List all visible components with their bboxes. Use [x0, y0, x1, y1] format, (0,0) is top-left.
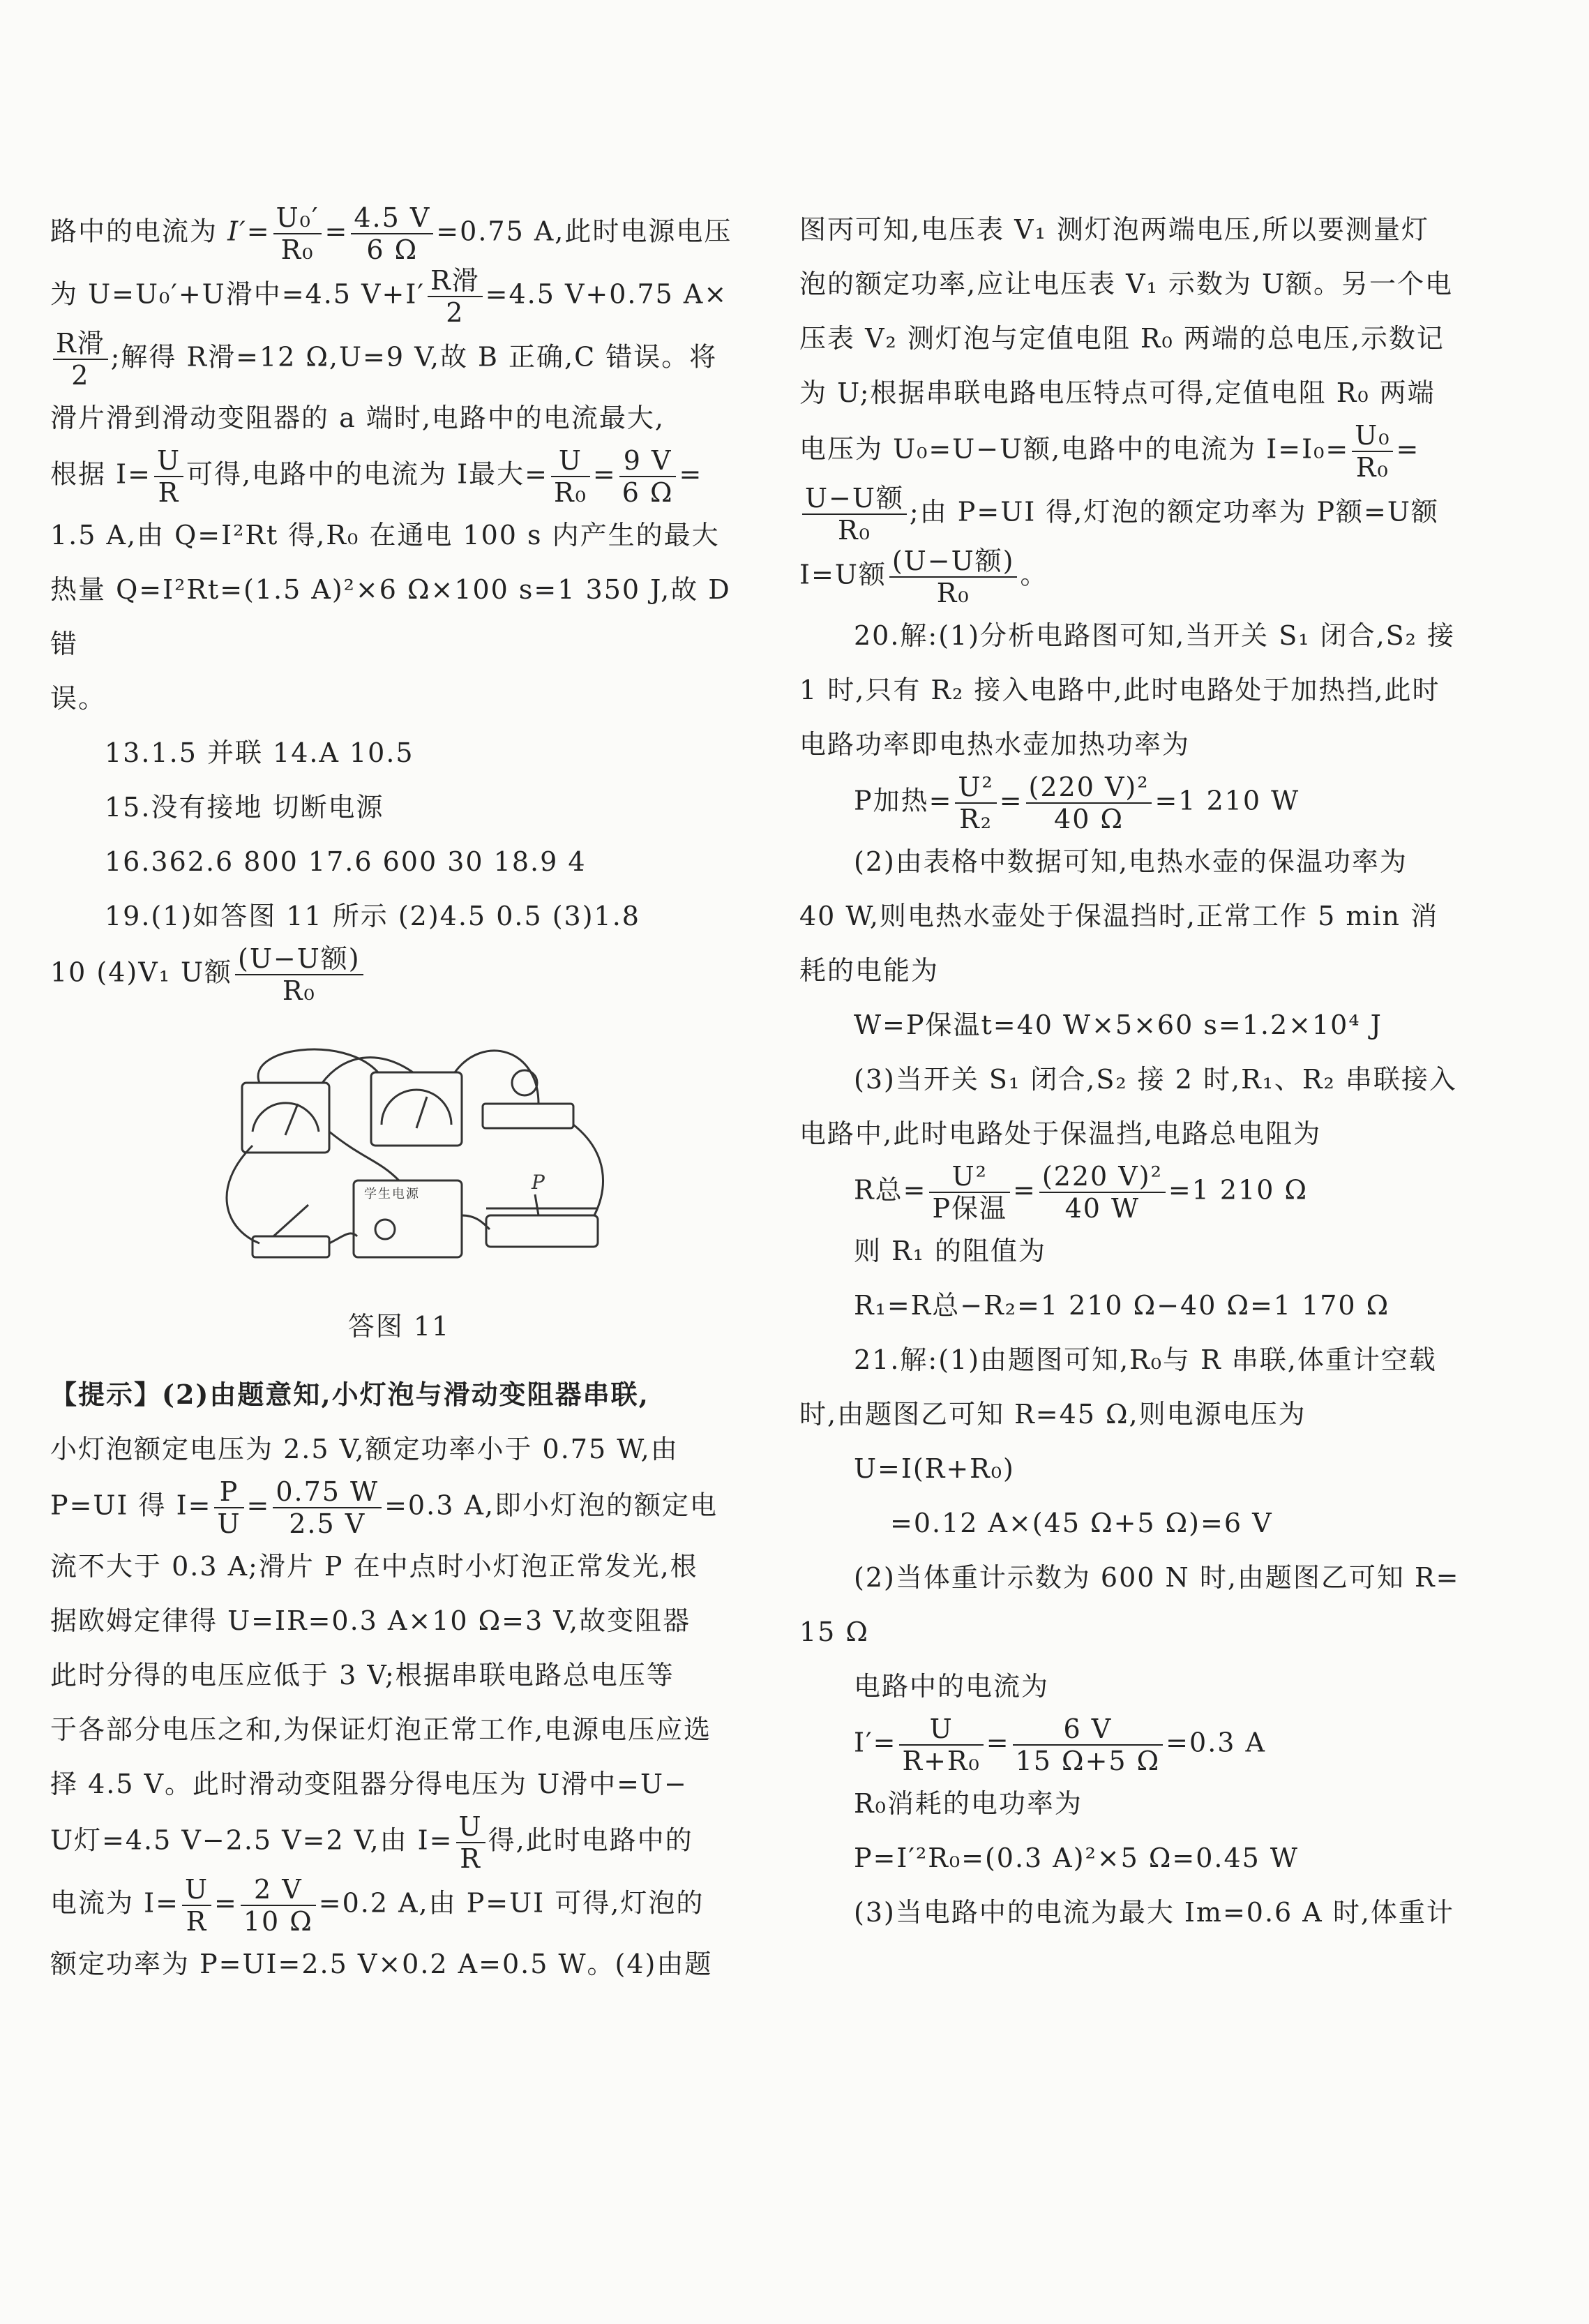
power-supply-label: 学生电源 [364, 1187, 420, 1201]
left-column [50, 202, 748, 1991]
fraction: $\frac{P}{U}$ [214, 1476, 243, 1539]
fraction: $\frac{U}{R}$ [182, 1874, 211, 1937]
q21-formula: P=I′²R₀=(0.3 A)²×5 Ω=0.45 W [854, 1843, 1299, 1873]
text-line: $\frac{\text{U−U额}}{\text{R₀}}$ ;由 P=UI 得,灯泡的额定功率为 P额=U额 [799, 483, 1497, 546]
fraction: $\frac{\text{(U−U额)}}{\text{R₀}}$ [889, 546, 1018, 608]
rheostat-icon [486, 1215, 598, 1247]
q21-line: 电路中的电流为 [854, 1671, 1050, 1702]
tip-line: 流不大于 0.3 A;滑片 P 在中点时小灯泡正常发光,根 [50, 1551, 698, 1582]
q20-line: 20.解:(1)分析电路图可知,当开关 S₁ 闭合,S₂ 接 [854, 620, 1455, 651]
q20-formula: R总= $\frac{\text{U²}}{\text{P保温}}$ = $\frac{\text{(220 V)²}}{40 W}$ =1 210 Ω [854, 1161, 1309, 1224]
text-line: 图丙可知,电压表 V₁ 测灯泡两端电压,所以要测量灯 [799, 214, 1429, 245]
fraction: $\frac{\text{R滑}}{2}$ [53, 328, 108, 391]
fraction: $\frac{\text{U²}}{\text{P保温}}$ [929, 1161, 1010, 1224]
text-line: 为 U;根据串联电路电压特点可得,定值电阻 R₀ 两端 [799, 377, 1436, 408]
q21-formula: U=I(R+R₀) [854, 1453, 1015, 1484]
figure-caption: 答图 11 [347, 1311, 451, 1342]
text-line: 路中的电流为 I′= $\frac{\text{U₀′}}{\text{R₀}}$ = $\frac{4.5 V}{6 \Omega}$ =0.75 A,此时电源电压 [50, 202, 732, 265]
q21-formula: =0.12 A×(45 Ω+5 Ω)=6 V [890, 1508, 1273, 1538]
fraction: $\frac{\text{(U−U额)}}{\text{R₀}}$ [235, 943, 363, 1006]
text-line: 为 U=U₀′+U滑中=4.5 V+I′ $\frac{\text{R滑}}{2}$ =4.5 V+0.75 A× [50, 265, 728, 328]
q21-line: 时,由题图乙可知 R=45 Ω,则电源电压为 [799, 1399, 1306, 1430]
bulb-icon [483, 1104, 573, 1128]
text-line: 根据 I= $\frac{U}{R}$ 可得,电路中的电流为 I最大= $\frac{U}{\text{R₀}}$ = $\frac{9 V}{6 \Omega}$ = [50, 445, 703, 508]
text-line: 误。 [50, 683, 107, 714]
fraction: $\frac{\text{U₀}}{\text{R₀}}$ [1352, 420, 1393, 483]
fraction: $\frac{\text{R滑}}{2}$ [428, 265, 483, 328]
fraction: $\frac{U}{\text{R₀}}$ [551, 445, 590, 508]
fraction: $\frac{U}{R}$ [456, 1811, 485, 1874]
q21-line: 15 Ω [799, 1617, 869, 1647]
text-line: I=U额 $\frac{\text{(U−U额)}}{\text{R₀}}$ 。 [799, 546, 1048, 608]
circuit-figure [50, 1006, 748, 1299]
tip-line: 电流为 I= $\frac{U}{R}$ = $\frac{2 V}{10 \Omega}$ =0.2 A,由 P=UI 可得,灯泡的 [50, 1874, 705, 1937]
text-line: $\frac{\text{R滑}}{2}$ ;解得 R滑=12 Ω,U=9 V,故 B 正确,C 错误。将 [50, 328, 748, 391]
fraction: $\frac{U}{R}$ [154, 445, 183, 508]
slider-label: P [532, 1171, 546, 1194]
right-column [799, 202, 1497, 1940]
answer-13-14: 13.1.5 并联 14.A 10.5 [105, 737, 414, 768]
q20-line: 电路功率即电热水壶加热功率为 [799, 729, 1191, 760]
q20-formula: P加热= $\frac{\text{U²}}{\text{R₂}}$ = $\frac{\text{(220 V)²}}{40 \Omega}$ =1 210 W [854, 772, 1300, 834]
text-line: 热量 Q=I²Rt=(1.5 A)²×6 Ω×100 s=1 350 J,故 D 错 [50, 574, 731, 659]
fraction: $\frac{\text{(220 V)²}}{40 \Omega}$ [1026, 772, 1152, 834]
answer-19-cont: 10 (4)V₁ U额 $\frac{\text{(U−U额)}}{\text{R₀}}$ [50, 943, 748, 1006]
q20-formula: W=P保温t=40 W×5×60 s=1.2×10⁴ J [854, 1010, 1383, 1040]
fraction: $\frac{\text{U₀′}}{\text{R₀}}$ [273, 202, 322, 265]
circuit-diagram [50, 1006, 748, 1271]
answer-16-18: 16.362.6 800 17.6 600 30 18.9 4 [105, 846, 587, 877]
q21-formula: I′= $\frac{U}{\text{R+R₀}}$ = $\frac{6 V}{15 \Omega+5 \Omega}$ =0.3 A [854, 1714, 1266, 1776]
q20-line: (3)当开关 S₁ 闭合,S₂ 接 2 时,R₁、R₂ 串联接入 [854, 1064, 1457, 1095]
fraction: $\frac{\text{(220 V)²}}{40 W}$ [1039, 1161, 1166, 1224]
tip-line: P=UI 得 I= $\frac{P}{U}$ = $\frac{0.75 W}{2.5 V}$ =0.3 A,即小灯泡的额定电 [50, 1476, 718, 1539]
ammeter-icon [242, 1083, 329, 1153]
tip-line: 于各部分电压之和,为保证灯泡正常工作,电源电压应选 [50, 1714, 712, 1745]
answer-15: 15.没有接地 切断电源 [105, 792, 384, 823]
q21-line: (3)当电路中的电流为最大 Im=0.6 A 时,体重计 [854, 1897, 1454, 1928]
q20-line: 电路中,此时电路处于保温挡,电路总电阻为 [799, 1118, 1322, 1149]
q20-line: 耗的电能为 [799, 955, 940, 986]
q20-line: 则 R₁ 的阻值为 [854, 1236, 1047, 1266]
answer-19: 19.(1)如答图 11 所示 (2)4.5 0.5 (3)1.8 [105, 901, 640, 931]
fraction: $\frac{4.5 V}{6 \Omega}$ [351, 202, 433, 265]
q21-line: (2)当体重计示数为 600 N 时,由题图乙可知 R= [854, 1562, 1460, 1593]
q21-line: R₀消耗的电功率为 [854, 1788, 1083, 1819]
fraction: $\frac{2 V}{10 \Omega}$ [241, 1874, 316, 1937]
tip-line: 择 4.5 V。此时滑动变阻器分得电压为 U滑中=U− [50, 1769, 688, 1799]
q20-line: 40 W,则电热水壶处于保温挡时,正常工作 5 min 消 [799, 901, 1439, 931]
switch-icon [253, 1236, 329, 1257]
text-line: 压表 V₂ 测灯泡与定值电阻 R₀ 两端的总电压,示数记 [799, 323, 1445, 354]
fraction: $\frac{U}{\text{R+R₀}}$ [899, 1714, 983, 1776]
tip-line: 【提示】(2)由题意知,小灯泡与滑动变阻器串联, [50, 1379, 649, 1410]
text-line: 电压为 U₀=U−U额,电路中的电流为 I=I₀= $\frac{\text{U₀}}{\text{R₀}}$ = [799, 420, 1420, 483]
q20-line: (2)由表格中数据可知,电热水壶的保温功率为 [854, 846, 1408, 877]
fraction: $\frac{9 V}{6 \Omega}$ [619, 445, 677, 508]
q20-formula: R₁=R总−R₂=1 210 Ω−40 Ω=1 170 Ω [854, 1290, 1390, 1321]
tip-line: 此时分得的电压应低于 3 V;根据串联电路总电压等 [50, 1660, 675, 1690]
fraction: $\frac{0.75 W}{2.5 V}$ [273, 1476, 382, 1539]
text-line: 1.5 A,由 Q=I²Rt 得,R₀ 在通电 100 s 内产生的最大 [50, 520, 720, 550]
tip-line: U灯=4.5 V−2.5 V=2 V,由 I= $\frac{U}{R}$ 得,此时电路中的 [50, 1811, 693, 1874]
tip-line: 小灯泡额定电压为 2.5 V,额定功率小于 0.75 W,由 [50, 1434, 679, 1464]
text-line: 泡的额定功率,应让电压表 V₁ 示数为 U额。另一个电 [799, 269, 1454, 299]
text-line: 滑片滑到滑动变阻器的 a 端时,电路中的电流最大, [50, 403, 665, 433]
fraction: $\frac{\text{U²}}{\text{R₂}}$ [955, 772, 996, 834]
q21-line: 21.解:(1)由题图可知,R₀与 R 串联,体重计空载 [854, 1344, 1437, 1375]
fraction: $\frac{6 V}{15 \Omega+5 \Omega}$ [1013, 1714, 1163, 1776]
tip-line: 据欧姆定律得 U=IR=0.3 A×10 Ω=3 V,故变阻器 [50, 1605, 691, 1636]
fraction: $\frac{\text{U−U额}}{\text{R₀}}$ [802, 483, 907, 546]
tip-line: 额定功率为 P=UI=2.5 V×0.2 A=0.5 W。(4)由题 [50, 1949, 713, 1979]
q20-line: 1 时,只有 R₂ 接入电路中,此时电路处于加热挡,此时 [799, 675, 1440, 705]
